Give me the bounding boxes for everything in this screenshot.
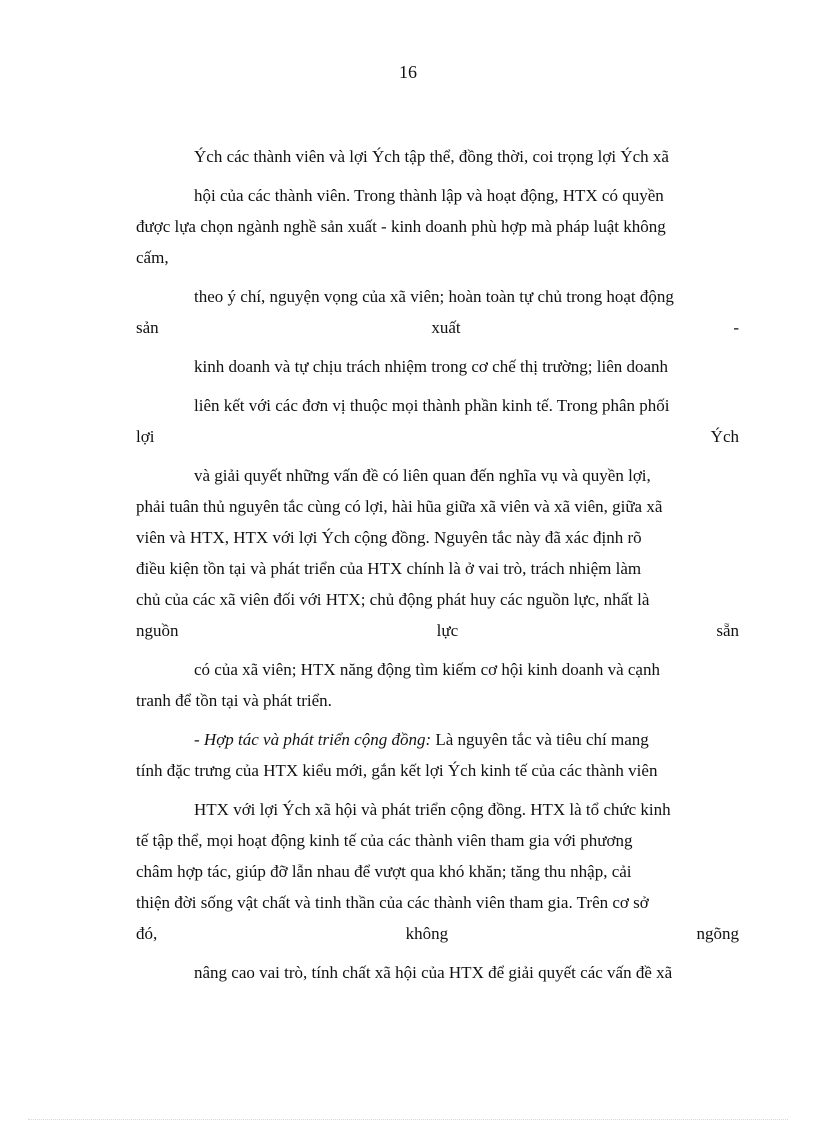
- word: ngõng: [696, 924, 739, 943]
- word: không: [405, 924, 449, 943]
- word: nguồn: [136, 621, 179, 640]
- dash: -: [194, 730, 204, 749]
- text-line: thiện đời sống vật chất và tinh thần của các thành viên tham gia. Trên cơ sở: [136, 893, 649, 912]
- text-line: chủ của các xã viên đối với HTX; chủ động phát huy các nguồn lực, nhất là: [136, 590, 650, 609]
- text-line: tế tập thể, mọi hoạt động kinh tế của các thành viên tham gia với phương: [136, 831, 633, 850]
- text-line: châm hợp tác, giúp đỡ lẫn nhau để vượt qua khó khăn; tăng thu nhập, cải: [136, 862, 632, 881]
- text-line: có của xã viên; HTX năng động tìm kiếm cơ hội kinh doanh và cạnh: [194, 660, 660, 679]
- word: Ých: [710, 427, 739, 446]
- text-line: phải tuân thủ nguyên tắc cùng có lợi, hài hũa giữa xã viên và xã viên, giữa xã: [136, 497, 663, 516]
- word: lợi: [136, 427, 155, 446]
- page-bottom-rule: [28, 1119, 788, 1120]
- word: đó,: [136, 924, 158, 943]
- text-run: Là nguyên tắc và tiêu chí mang: [431, 730, 649, 749]
- text-line: Ých các thành viên và lợi Ých tập thể, đồng thời, coi trọng lợi Ých xã: [194, 147, 669, 166]
- text-line: [136, 918, 739, 949]
- text-line: được lựa chọn ngành nghề sản xuất - kinh doanh phù hợp mà pháp luật không: [136, 217, 666, 236]
- text-line: [136, 312, 739, 343]
- text-line: [136, 615, 739, 646]
- italic-heading: Hợp tác và phát triển cộng đồng:: [203, 730, 432, 749]
- word: sản: [136, 318, 159, 337]
- page-number: 16: [399, 62, 417, 82]
- text-line: tính đặc trưng của HTX kiểu mới, gắn kết lợi Ých kinh tế của các thành viên: [136, 761, 658, 780]
- text-line: viên và HTX, HTX với lợi Ých cộng đồng. Nguyên tắc này đã xác định rõ: [136, 528, 642, 547]
- word: xuất: [431, 318, 461, 337]
- word: sẵn: [716, 621, 739, 640]
- text-line: kinh doanh và tự chịu trách nhiệm trong cơ chế thị trường; liên doanh: [194, 357, 669, 376]
- text-line: cấm,: [136, 248, 169, 267]
- text-line: và giải quyết những vấn đề có liên quan đến nghĩa vụ và quyền lợi,: [194, 466, 651, 485]
- document-body: [136, 141, 739, 988]
- text-line: [136, 724, 739, 755]
- text-line: nâng cao vai trò, tính chất xã hội của HTX để giải quyết các vấn đề xã: [194, 963, 673, 982]
- text-line: tranh để tồn tại và phát triển.: [136, 691, 332, 710]
- text-line: [136, 421, 739, 452]
- text-line: HTX với lợi Ých xã hội và phát triển cộng đồng. HTX là tổ chức kinh: [194, 800, 671, 819]
- word: lực: [436, 621, 459, 640]
- text-line: hội của các thành viên. Trong thành lập và hoạt động, HTX có quyền: [194, 186, 664, 205]
- text-line: điều kiện tồn tại và phát triển của HTX chính là ở vai trò, trách nhiệm làm: [136, 559, 642, 578]
- word: -: [733, 318, 739, 337]
- text-line: liên kết với các đơn vị thuộc mọi thành phần kinh tế. Trong phân phối: [194, 396, 670, 415]
- text-line: theo ý chí, nguyện vọng của xã viên; hoàn toàn tự chủ trong hoạt động: [194, 287, 674, 306]
